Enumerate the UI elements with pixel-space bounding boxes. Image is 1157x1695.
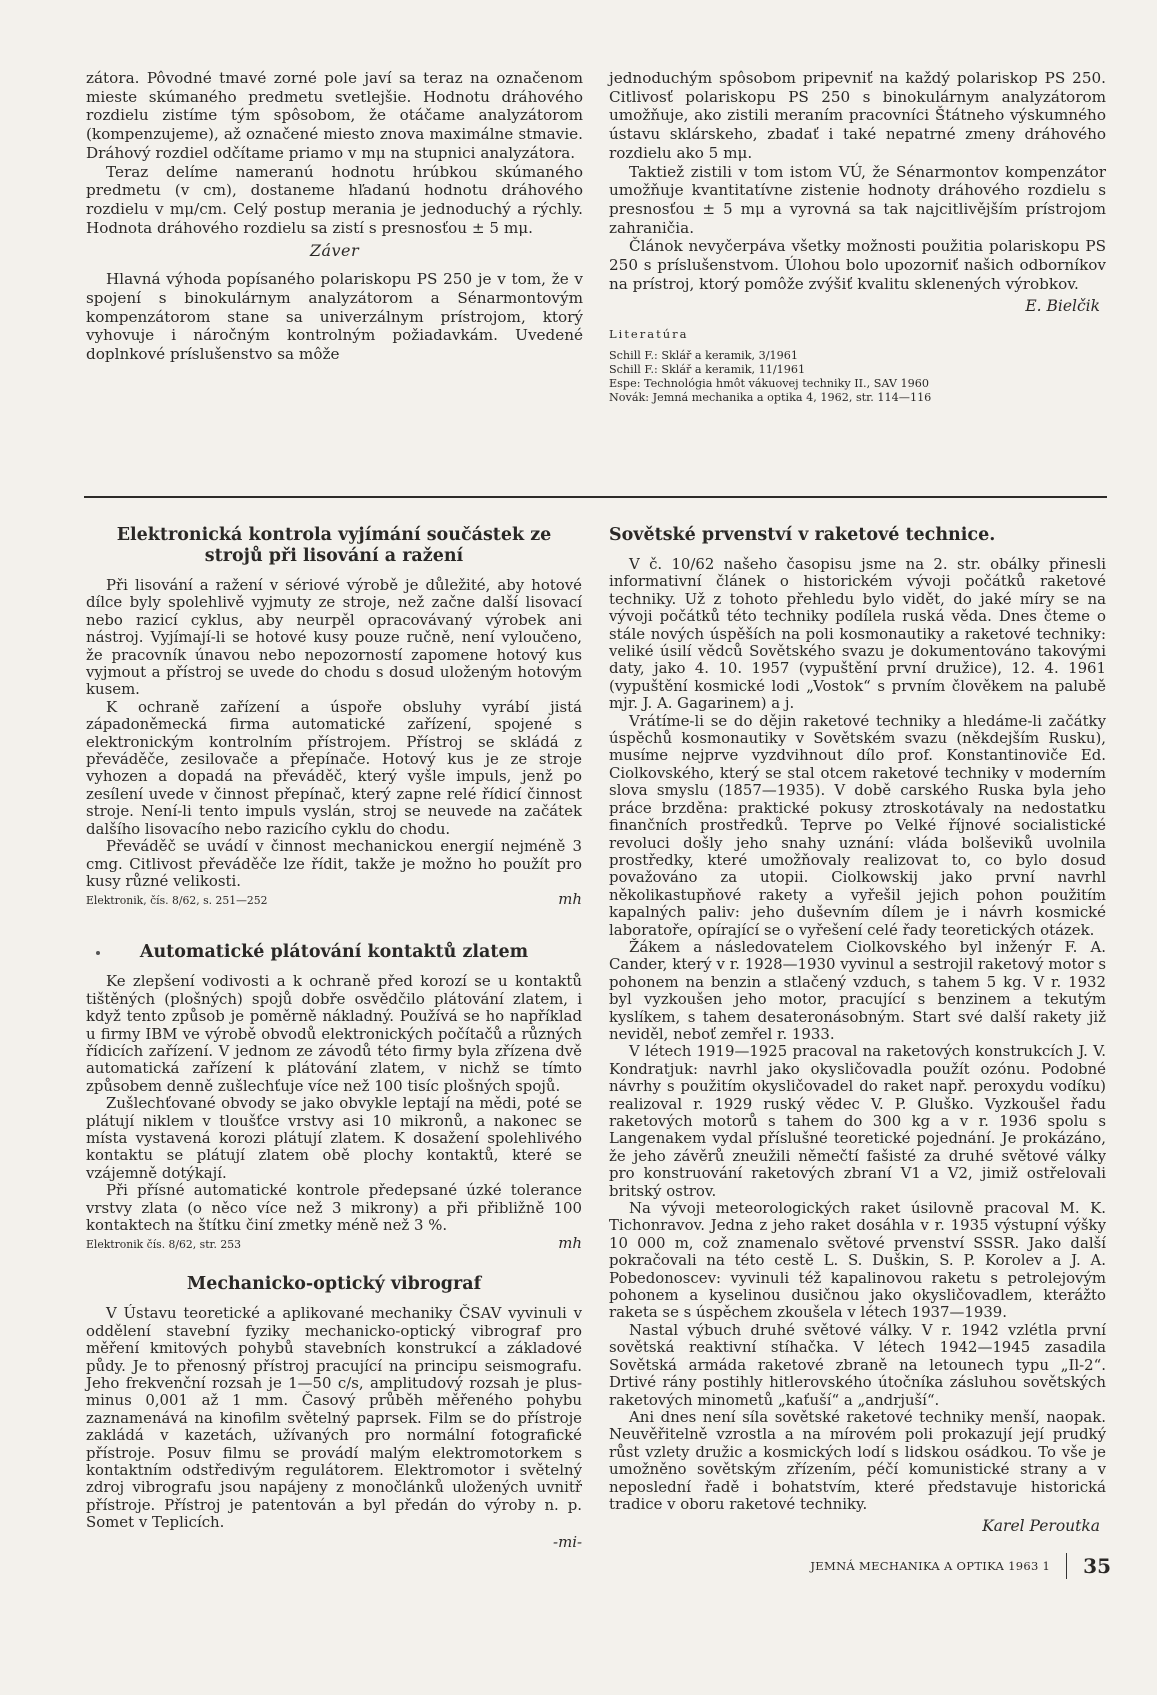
top-right-column [609, 69, 1106, 405]
paragraph: Při lisování a ražení v sériové výrobě je důležité, aby hotové dílce byly spolehlivě vyjmuty ze stroje, než začne další lisovací nebo razicí cyklus, aby neurpěl opracovávaný výrobek ani nástroj. Vyjímají-li se hotové kusy pouze ručně, není vyloučeno, že pracovník únavou nebo nepozorností zapomene hotový kus vyjmout a přístroj se uvede do chodu s dosud uloženým hotovým kusem. [86, 576, 582, 699]
paragraph: Hlavná výhoda popísaného polariskopu PS 250 je v tom, že v spojení s binokulárnym analyzátorom a Sénarmontovým kompenzátorom stane sa univerzálnym prístrojom, ktorý vyhovuje i náročným kontrolným požiadavkám. Uvedené doplnkové príslušenstvo sa môže [86, 270, 583, 364]
author-initials: -mi- [553, 1532, 582, 1551]
paragraph: Ani dnes není síla sovětské raketové techniky menší, naopak. Neuvěřitelně vzrostla a na mírovém poli prokazují její prudký růst vzlety družic a kosmických lodí s lidskou osádkou. To vše je umožněno sovětským zřízením, péčí komunistické strany a v neposlední řadě i bohatstvím, které představuje historická tradice v oboru raketové techniky. [609, 1407, 1106, 1513]
bullet-mark [96, 951, 100, 955]
article-vibrograph [86, 1274, 582, 1550]
author-signature: E. Bielčik [1025, 297, 1100, 316]
article-title: Automatické plátování kontaktů zlatem [139, 942, 529, 963]
author-initials: mh [558, 1234, 582, 1253]
literature-heading: Literatúra [609, 327, 689, 342]
paragraph: Nastal výbuch druhé světové války. V r. 1942 vzlétla první sovětská reaktivní stíhačka. V létech 1942—1945 zasadila Sovětská armáda raketové zbraně na letounech typu „Il-2“. Drtivé rány postihly hitlerovského útočníka zásluhou sovětských raketových minometů „kaťuší“ a „andrjuší“. [609, 1320, 1106, 1409]
bottom-left-column [86, 525, 582, 1551]
tag-row [86, 1234, 582, 1252]
paragraph: Žákem a následovatelem Ciolkovského byl inženýr F. A. Cander, který v r. 1928—1930 vyvinul a sestrojil raketový motor s pohonem na benzin a stlačený vzduch, s tahem 5 kg. V r. 1932 byl vyzkoušen jeho motor, pracující s benzinem a tekutým kyslíkem, s tahem desateronásobným. Start své další rakety již neviděl, neboť zemřel r. 1933. [609, 937, 1106, 1043]
section-divider [84, 496, 1107, 498]
article-title: Elektronická kontrola vyjímání součástek ze strojů při lisování a ražení [116, 525, 552, 566]
paragraph-with-tag [86, 838, 582, 890]
top-left-column [86, 69, 583, 364]
source-citation: Elektronik, čís. 8/62, s. 251—252 [86, 894, 268, 908]
paragraph: Ke zlepšení vodivosti a k ochraně před korozí se u kontaktů tištěných (plošných) spojů dobře osvědčilo plátování zlatem, i když tento způsob je poměrně nákladný. Používá se ho například u firmy IBM ve výrobě obvodů elektronických počítačů a různých řídicích zařízení. V jednom ze závodů této firmy byla zřízena dvě automatická zařízení k plátování zlatem, v nichž se tímto způsobem denně zušlechťuje více než 100 tisíc plošných spojů. [86, 972, 582, 1095]
magazine-name: JEMNÁ MECHANIKA A OPTIKA 1963 1 [810, 1559, 1051, 1573]
reference-item: Schill F.: Sklář a keramik, 3/1961 [609, 349, 799, 363]
paragraph: Vrátíme-li se do dějin raketové techniky a hledáme-li začátky úspěchů kosmonautiky v Sovětském svazu (někdejším Rusku), musíme nejprve vyzdvihnout dílo prof. Konstantinoviče Ed. Ciolkovského, který se stal otcem raketové techniky v moderním slova smyslu (1857—1935). V době carského Ruska byla jeho práce brzděna: praktické pokusy ztroskotávaly na nedostatku finančních prostředků. Teprve po Velké říjnové socialistické revoluci došly jeho snahy uznání: vláda bolševiků uvolnila prostředky, které umožňovaly realizovat to, co bylo dosud považováno za utopii. Ciolkowskij jako první navrhl několikastupňové rakety a vyřešil jejich pohon použitím kapalných paliv: jeho duševním dílem je i návrh kosmické laboratoře, opírající se o vyřešení celé řady teoretických otázek. [609, 711, 1106, 939]
footer-divider [1066, 1553, 1067, 1579]
article-gold-plating [86, 942, 582, 1252]
paragraph: jednoduchým spôsobom pripevniť na každý polariskop PS 250. Citlivosť polariskopu PS 250 s binokulárnym analyzátorom umožňuje, ako zistili meraním pracovníci Štátneho výskumného ústavu sklárskeho, zbadať i také nepatrné zmeny dráhového rozdielu ako 5 mμ. [609, 69, 1106, 162]
reference-item: Novák: Jemná mechanika a optika 4, 1962, str. 114—116 [609, 390, 932, 404]
paragraph: Taktiež zistili v tom istom VÚ, že Sénarmontov kompenzátor umožňuje kvantitatívne zistenie hodnoty dráhového rozdielu s presnosťou ± 5 mμ a vyrovná sa tak najcitlivějším prístrojom zahraničia. [609, 162, 1106, 237]
tag-row [86, 890, 582, 908]
paragraph: V Ústavu teoretické a aplikované mechaniky ČSAV vyvinuli v oddělení stavební fyziky mechanicko-optický vibrograf pro měření kmitových pohybů stavebních konstrukcí a základové půdy. Je to přenosný přístroj pracující na principu seismografu. Jeho frekvenční rozsah je 1—50 c/s, amplitudový rozsah je plus-minus 0,001 až 1 mm. Časový průběh měřeného pohybu zaznamenává na kinofilm světelný paprsek. Film se do přístroje zakládá v kazetách, užívaných pro normální fotografické přístroje. Posuv filmu se provádí malým elektromotorkem s kontaktním odstředivým regulátorem. Elektromotor i světelný zdroj vibrografu jsou napájeny z monočlánků uložených uvnitř přístroje. Přístroj je patentován a byl předán do výroby n. p. Somet v Teplicích. [86, 1304, 582, 1532]
paragraph: Převáděč se uvádí v činnost mechanickou energií nejméně 3 cmg. Citlivost převáděče lze řídit, takže je možno ho použít pro kusy různé velikosti. [86, 837, 582, 890]
source-citation: Elektronik čís. 8/62, str. 253 [86, 1238, 241, 1252]
paragraph: Teraz delíme nameranú hodnotu hrúbkou skúmaného predmetu (v cm), dostaneme hľadanú hodnotu dráhového rozdielu v mμ/cm. Celý postup merania je jednoduchý a rýchly. Hodnota dráhového rozdielu sa zistí s presnosťou ± 5 mμ. [86, 162, 583, 237]
paragraph: Při přísné automatické kontrole předepsané úzké tolerance vrstvy zlata (o něco více než 3 mikrony) a při přibližně 100 kontaktech na štítku činí zmetky méně než 3 %. [86, 1181, 582, 1234]
article-title: Sovětské prvenství v raketové technice. [609, 525, 996, 545]
paragraph: V létech 1919—1925 pracoval na raketových konstrukcích J. V. Kondratjuk: navrhl jako okysličovadla použít ozónu. Podobné návrhy s použitím okysličovadel do raket např. peroxydu vodíku) realizoval r. 1929 ruský vědec V. P. Gluško. Vyzkoušel řadu raketových motorů s tahem do 300 kg a v r. 1936 spolu s Langenakem vydal příslušné teoretické pojednání. Je prokázáno, že jeho závěrů zneužili němečtí fašisté za druhé světové války pro konstruování raketových zbraní V1 a V2, jimiž ostřelovali britský ostrov. [609, 1042, 1106, 1200]
paragraph: Na vývoji meteorologických raket úsilovně pracoval M. K. Tichonravov. Jedna z jeho raket dosáhla v r. 1935 výstupní výšky 10 000 m, což znamenalo světové prvenství SSSR. Jako další pokračovali na této cestě L. S. Duškin, S. P. Korolev a J. A. Pobedonoscev: vyvinuli též kapalinovou raketu s petrolejovým pohonem a kyselinou dusičnou jako okysličovadlem, kterážto raketa se s úspěchem zkoušela v létech 1937—1939. [609, 1199, 1106, 1322]
author-signature: Karel Peroutka [982, 1517, 1100, 1536]
tag-row [86, 1532, 582, 1551]
bottom-right-column [609, 525, 1106, 1535]
page-number: 35 [1083, 1554, 1111, 1578]
paragraph: Článok nevyčerpáva všetky možnosti použitia polariskopu PS 250 s príslušenstvom. Úlohou bolo upozorniť našich odborníkov na prístroj, ktorý pomôže zvýšiť kvalitu sklenených výrobkov. [609, 237, 1106, 293]
paragraph: zátora. Pôvodné tmavé zorné pole javí sa teraz na označenom mieste skúmaného predmetu svetlejšie. Hodnotu dráhového rozdielu zistíme tým spôsobom, že otáčame analyzátorom (kompenzujeme), až označené miesto znova maximálne stmavie. Dráhový rozdiel odčítame priamo v mμ na stupnici analyzátora. [86, 69, 583, 162]
paragraph: K ochraně zařízení a úspoře obsluhy vyrábí jistá západoněmecká firma automatické zařízení, spojené s elektronickým kontrolním přístrojem. Přístroj se skládá z převáděče, zesilovače a přepínače. Hotový kus je ze stroje vyhozen a dopadá na převáděč, který vyšle impuls, jenž po zesílení uvede v činnost přepínač, který zapne relé řídicí činnost stroje. Není-li tento impuls vyslán, stroj se neuvede na začátek dalšího lisovacího nebo razicího cyklu do chodu. [86, 697, 582, 838]
reference-item: Schill F.: Sklář a keramik, 11/1961 [609, 363, 806, 377]
paragraph: V č. 10/62 našeho časopisu jsme na 2. str. obálky přinesli informativní článek o historickém vývoji počátků raketové techniky. Už z tohoto přehledu bylo vidět, do jaké míry se na vývoji počátků této techniky podílela ruská věda. Dnes čteme o stále nových úspěších na poli kosmonautiky a raketové techniky: veliké úsilí vědců Sovětského svazu je dokumentováno takovými daty, jako 4. 10. 1957 (vypuštění první družice), 12. 4. 1961 (vypuštění kosmické lodi „Vostok“ s prvním člověkem na palubě mjr. J. A. Gagarinem) a j. [609, 555, 1106, 713]
author-initials: mh [558, 890, 582, 909]
paragraph: Zušlechťované obvody se jako obvykle leptají na mědi, poté se plátují niklem v tloušťce vrstvy asi 10 mikronů, a nakonec se místa vystavená korozi plátují zlatem. K dosažení spolehlivého kontaktu se plátují zlatem obě plochy kontaktů, které se vzájemně dotýkají. [86, 1094, 582, 1182]
page-footer [810, 1553, 1111, 1579]
reference-item: Espe: Technológia hmôt vákuovej techniky II., SAV 1960 [609, 377, 930, 391]
section-heading-zaver: Záver [309, 241, 360, 261]
article-electronic-control [86, 525, 582, 908]
article-title: Mechanicko-optický vibrograf [186, 1274, 482, 1295]
